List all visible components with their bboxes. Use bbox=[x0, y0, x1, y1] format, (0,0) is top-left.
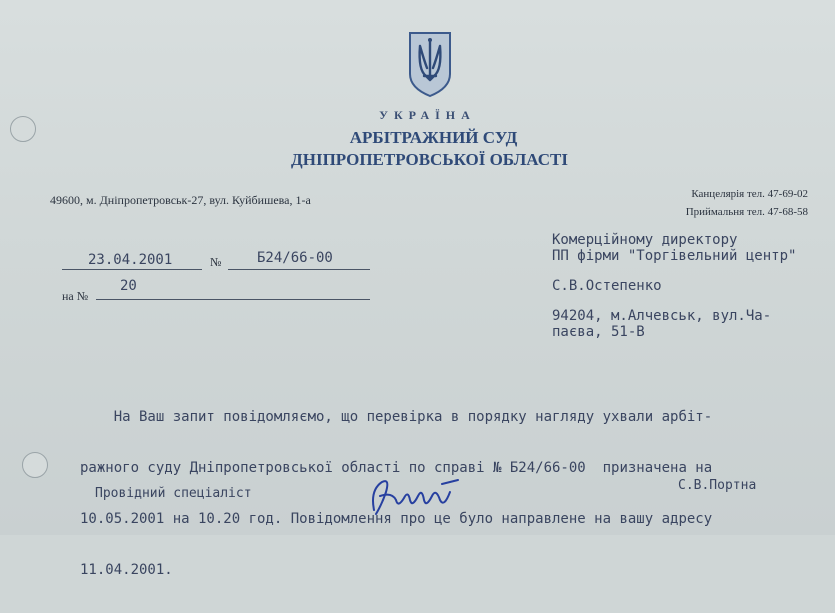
country-name: УКРАЇНА bbox=[379, 108, 476, 122]
recipient-name: С.В.Остепенко bbox=[552, 278, 662, 294]
trident-emblem-icon bbox=[407, 30, 453, 98]
court-name-line2: ДНІПРОПЕТРОВСЬКОЇ ОБЛАСТІ bbox=[291, 150, 568, 169]
reply-label: на № bbox=[62, 289, 89, 303]
body-line: 11.04.2001. bbox=[80, 562, 173, 578]
office-phone: Канцелярія тел. 47-69-02 bbox=[691, 188, 808, 200]
number-label: № bbox=[210, 255, 222, 269]
binder-hole-bottom bbox=[22, 452, 48, 478]
court-address: 49600, м. Дніпропетровськ-27, вул. Куйбишева, 1-а bbox=[50, 193, 311, 207]
recipient-block bbox=[552, 232, 796, 340]
signer-name: С.В.Портна bbox=[678, 478, 757, 493]
reception-phone: Приймальня тел. 47-68-58 bbox=[685, 206, 808, 218]
court-phones bbox=[686, 185, 808, 221]
reply-underline bbox=[96, 299, 370, 300]
recipient-address-line2: паєва, 51-В bbox=[552, 324, 645, 340]
handwritten-signature bbox=[360, 470, 480, 520]
recipient-address-line1: 94204, м.Алчевськ, вул.Ча- bbox=[552, 308, 772, 324]
recipient-company: ПП фірми "Торгівельний центр" bbox=[552, 248, 797, 264]
signer-role: Провідний спеціаліст bbox=[95, 486, 252, 501]
body-line: ражного суду Дніпропетровської області по справі № Б24/66-00 призначена на bbox=[80, 460, 713, 476]
date-underline bbox=[62, 269, 202, 270]
court-name-line1: АРБІТРАЖНИЙ СУД bbox=[349, 128, 518, 147]
number-underline bbox=[228, 269, 370, 270]
reply-number: 20 bbox=[120, 278, 137, 294]
body-line: 10.05.2001 на 10.20 год. Повідомлення про це було направлене на вашу адресу bbox=[80, 511, 713, 527]
recipient-position: Комерційному директору bbox=[552, 232, 738, 248]
case-number: Б24/66-00 bbox=[257, 250, 333, 266]
letter-date: 23.04.2001 bbox=[88, 252, 173, 268]
body-line: На Ваш запит повідомляємо, що перевірка в порядку нагляду ухвали арбіт- bbox=[80, 409, 713, 425]
